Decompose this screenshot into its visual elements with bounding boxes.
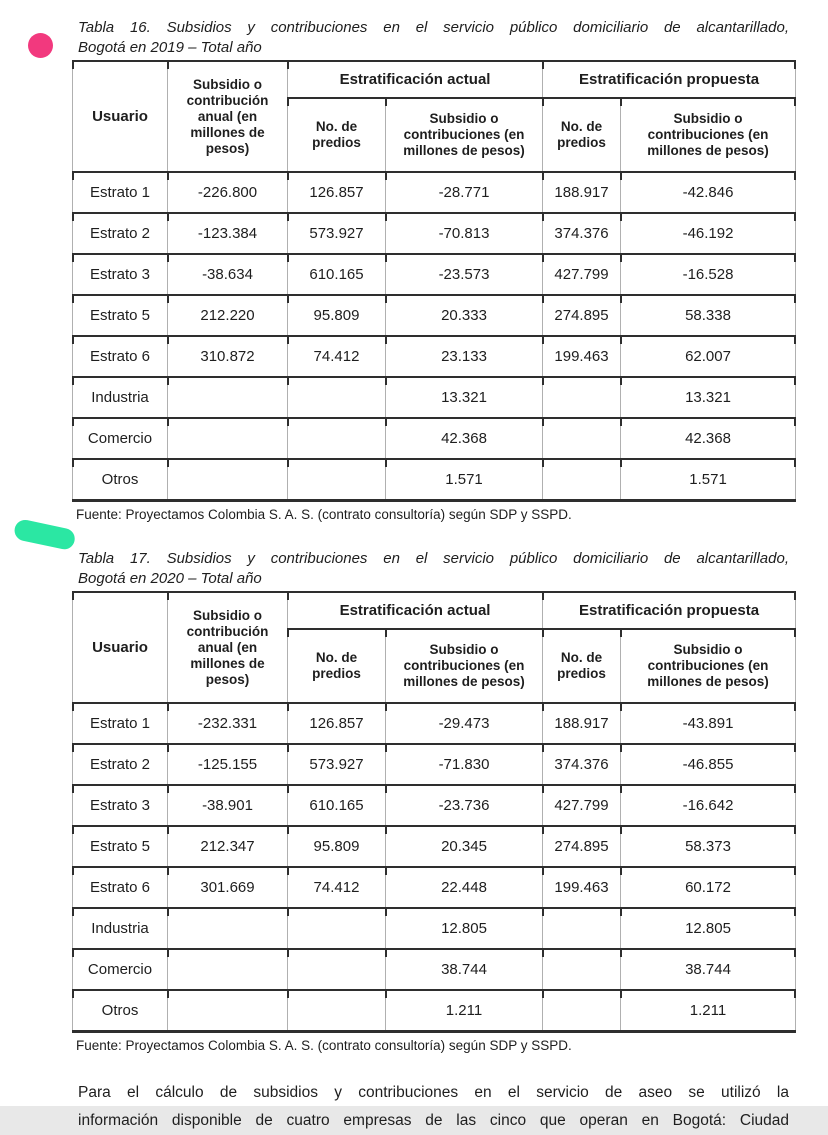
value-cell: 62.007 (621, 336, 796, 377)
value-cell: 74.412 (288, 336, 386, 377)
row-label-cell: Comercio (73, 418, 168, 459)
value-cell: 610.165 (288, 785, 386, 826)
value-cell: 42.368 (386, 418, 543, 459)
pink-dot-annotation (28, 33, 53, 58)
header-predios-propuesta: No. de predios (543, 629, 621, 703)
value-cell: 95.809 (288, 826, 386, 867)
table-row (73, 254, 796, 295)
header-estratificacion-actual: Estratificación actual (288, 61, 543, 98)
table-2020-source: Fuente: Proyectamos Colombia S. A. S. (contrato consultoría) según SDP y SSPD. (76, 1038, 572, 1053)
value-cell: -42.846 (621, 172, 796, 213)
header-predios-propuesta: No. de predios (543, 98, 621, 172)
value-cell: -16.528 (621, 254, 796, 295)
value-cell: 427.799 (543, 785, 621, 826)
row-label-cell: Estrato 5 (73, 295, 168, 336)
row-label-cell: Estrato 6 (73, 867, 168, 908)
value-cell (288, 949, 386, 990)
header-estratificacion-propuesta: Estratificación propuesta (543, 592, 796, 629)
value-cell: -70.813 (386, 213, 543, 254)
row-label-cell: Estrato 3 (73, 254, 168, 295)
table-row (73, 172, 796, 213)
header-subsidio-actual: Subsidio o contribuciones (en millones de pesos) (386, 98, 543, 172)
table-row (73, 949, 796, 990)
header-subsidio-anual: Subsidio o contribución anual (en millones de pesos) (168, 61, 288, 172)
value-cell: -226.800 (168, 172, 288, 213)
table-row (73, 826, 796, 867)
row-label-cell: Estrato 2 (73, 744, 168, 785)
header-usuario: Usuario (73, 592, 168, 703)
table-2020-title-line2: Bogotá en 2020 – Total año (78, 569, 262, 587)
table-row (73, 459, 796, 501)
value-cell (543, 377, 621, 418)
value-cell: 374.376 (543, 213, 621, 254)
value-cell: 188.917 (543, 172, 621, 213)
value-cell: -46.855 (621, 744, 796, 785)
value-cell (168, 377, 288, 418)
header-usuario: Usuario (73, 61, 168, 172)
value-cell: 274.895 (543, 826, 621, 867)
value-cell (543, 418, 621, 459)
value-cell (543, 459, 621, 501)
body-paragraph-line2: información disponible de cuatro empresas de las cinco que operan en Bogotá: Ciudad (78, 1112, 789, 1129)
header-subsidio-propuesta: Subsidio o contribuciones (en millones de pesos) (621, 98, 796, 172)
value-cell: 374.376 (543, 744, 621, 785)
table-2019-title-line2: Bogotá en 2019 – Total año (78, 38, 262, 56)
value-cell (288, 459, 386, 501)
value-cell: -232.331 (168, 703, 288, 744)
table-2019-title-line1: Tabla 16. Subsidios y contribuciones en el servicio público domiciliario de alcantarillado, (78, 19, 789, 36)
header-predios-actual: No. de predios (288, 98, 386, 172)
value-cell: 20.345 (386, 826, 543, 867)
value-cell: 58.373 (621, 826, 796, 867)
value-cell: 427.799 (543, 254, 621, 295)
value-cell: 301.669 (168, 867, 288, 908)
table-2019-body (73, 172, 796, 501)
value-cell (168, 418, 288, 459)
value-cell (288, 418, 386, 459)
value-cell: -16.642 (621, 785, 796, 826)
header-estratificacion-propuesta: Estratificación propuesta (543, 61, 796, 98)
value-cell: 23.133 (386, 336, 543, 377)
value-cell (168, 990, 288, 1032)
value-cell: 13.321 (386, 377, 543, 418)
value-cell: -23.573 (386, 254, 543, 295)
value-cell (288, 908, 386, 949)
value-cell (288, 377, 386, 418)
value-cell: 12.805 (386, 908, 543, 949)
table-row (73, 908, 796, 949)
value-cell: -38.901 (168, 785, 288, 826)
value-cell: 212.220 (168, 295, 288, 336)
value-cell: -125.155 (168, 744, 288, 785)
row-label-cell: Estrato 3 (73, 785, 168, 826)
value-cell: 126.857 (288, 172, 386, 213)
table-row (73, 418, 796, 459)
table-2019-source: Fuente: Proyectamos Colombia S. A. S. (contrato consultoría) según SDP y SSPD. (76, 507, 572, 522)
header-subsidio-propuesta: Subsidio o contribuciones (en millones de pesos) (621, 629, 796, 703)
value-cell (288, 990, 386, 1032)
value-cell: 310.872 (168, 336, 288, 377)
table-row (73, 703, 796, 744)
value-cell (543, 949, 621, 990)
value-cell: 274.895 (543, 295, 621, 336)
table-row (73, 213, 796, 254)
table-row (73, 785, 796, 826)
value-cell: 13.321 (621, 377, 796, 418)
value-cell: -28.771 (386, 172, 543, 213)
value-cell: 188.917 (543, 703, 621, 744)
value-cell: -29.473 (386, 703, 543, 744)
value-cell: 126.857 (288, 703, 386, 744)
table-row (73, 867, 796, 908)
row-label-cell: Estrato 1 (73, 703, 168, 744)
header-subsidio-anual: Subsidio o contribución anual (en millones de pesos) (168, 592, 288, 703)
header-estratificacion-actual: Estratificación actual (288, 592, 543, 629)
body-paragraph-line1: Para el cálculo de subsidios y contribuciones en el servicio de aseo se utilizó la (78, 1084, 789, 1101)
row-label-cell: Estrato 2 (73, 213, 168, 254)
row-label-cell: Otros (73, 459, 168, 501)
value-cell (543, 990, 621, 1032)
page-content (72, 0, 795, 1135)
value-cell: 199.463 (543, 867, 621, 908)
row-label-cell: Industria (73, 377, 168, 418)
value-cell (543, 908, 621, 949)
row-label-cell: Estrato 5 (73, 826, 168, 867)
value-cell: 212.347 (168, 826, 288, 867)
value-cell: -43.891 (621, 703, 796, 744)
value-cell: 38.744 (621, 949, 796, 990)
value-cell: 610.165 (288, 254, 386, 295)
value-cell: 20.333 (386, 295, 543, 336)
value-cell: -46.192 (621, 213, 796, 254)
value-cell: -123.384 (168, 213, 288, 254)
value-cell: 573.927 (288, 744, 386, 785)
value-cell: 1.571 (386, 459, 543, 501)
header-subsidio-actual: Subsidio o contribuciones (en millones de pesos) (386, 629, 543, 703)
value-cell (168, 949, 288, 990)
value-cell (168, 459, 288, 501)
subsidies-table-2019 (72, 60, 796, 502)
table-2019-title (72, 18, 789, 57)
table-row (73, 744, 796, 785)
subsidies-table-2020 (72, 591, 796, 1033)
row-label-cell: Estrato 6 (73, 336, 168, 377)
table-row (73, 377, 796, 418)
value-cell: 12.805 (621, 908, 796, 949)
value-cell: 22.448 (386, 867, 543, 908)
value-cell: 42.368 (621, 418, 796, 459)
row-label-cell: Comercio (73, 949, 168, 990)
value-cell: 1.571 (621, 459, 796, 501)
table-row (73, 295, 796, 336)
value-cell: 1.211 (621, 990, 796, 1032)
value-cell: 1.211 (386, 990, 543, 1032)
row-label-cell: Otros (73, 990, 168, 1032)
table-2020-title-line1: Tabla 17. Subsidios y contribuciones en el servicio público domiciliario de alcantarillado, (78, 550, 789, 567)
value-cell: 38.744 (386, 949, 543, 990)
row-label-cell: Estrato 1 (73, 172, 168, 213)
table-2020-header (73, 592, 796, 703)
value-cell: 58.338 (621, 295, 796, 336)
table-2020-title (72, 549, 789, 588)
table-row (73, 990, 796, 1032)
teal-highlight-annotation (13, 518, 77, 551)
row-label-cell: Industria (73, 908, 168, 949)
table-2020-body (73, 703, 796, 1032)
value-cell: 74.412 (288, 867, 386, 908)
table-row (73, 336, 796, 377)
body-paragraph (72, 1079, 789, 1135)
value-cell: 199.463 (543, 336, 621, 377)
table-2019-header (73, 61, 796, 172)
value-cell: -71.830 (386, 744, 543, 785)
value-cell (168, 908, 288, 949)
value-cell: -23.736 (386, 785, 543, 826)
value-cell: 60.172 (621, 867, 796, 908)
header-predios-actual: No. de predios (288, 629, 386, 703)
value-cell: -38.634 (168, 254, 288, 295)
value-cell: 573.927 (288, 213, 386, 254)
value-cell: 95.809 (288, 295, 386, 336)
